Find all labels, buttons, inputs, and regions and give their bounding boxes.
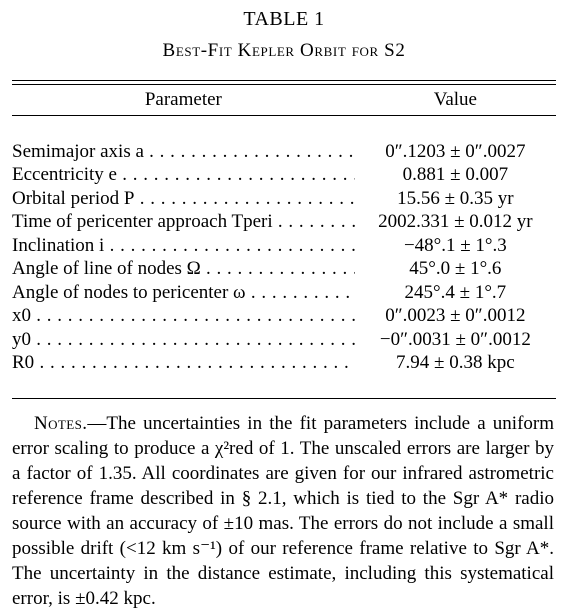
table-row bbox=[12, 140, 556, 164]
row-parameter: y0 . . . bbox=[12, 328, 355, 352]
table-row bbox=[12, 257, 556, 281]
row-parameter: Inclination i . . . bbox=[12, 234, 355, 258]
row-value: −48°.1 ± 1°.3 bbox=[403, 234, 507, 256]
table-row bbox=[12, 304, 556, 328]
row-value: 0″.0023 ± 0″.0012 bbox=[385, 305, 526, 326]
table-row bbox=[12, 187, 556, 211]
notes-text: —The uncertainties in the fit parameters include a uniform error scaling to produce a χ²red of 1. The unscaled errors are larger by a factor of 1.35. All coordinates are given for our infrared astrometric reference frame described in § 2.1, which is tied to the Sgr A* radio source with an accuracy of ±10 mas. The errors do not include a small possible drift (<12 km s⁻¹) of our reference frame relative to Sgr A*. The uncertainty in the distance estimate, including this systematical error, is ±0.42 kpc. bbox=[12, 413, 554, 609]
row-value: 7.94 ± 0.38 kpc bbox=[396, 352, 515, 373]
row-parameter: Orbital period P . . . bbox=[12, 187, 355, 211]
table-caption: Best-Fit Kepler Orbit for S2 bbox=[162, 40, 406, 61]
table-top-rule bbox=[12, 80, 556, 81]
table-row bbox=[12, 210, 556, 234]
table-bottom-rule bbox=[12, 398, 556, 399]
row-parameter: x0 . . . bbox=[12, 304, 355, 328]
table-header-row bbox=[12, 85, 556, 115]
row-parameter: Eccentricity e . . . bbox=[12, 163, 355, 187]
row-value: 45°.0 ± 1°.6 bbox=[409, 258, 502, 279]
orbit-parameters-body bbox=[12, 116, 556, 398]
header-parameter: Parameter bbox=[144, 89, 222, 110]
row-parameter: Angle of line of nodes Ω . . . bbox=[12, 257, 355, 281]
orbit-parameters-table bbox=[12, 85, 556, 115]
row-value: −0″.0031 ± 0″.0012 bbox=[379, 328, 531, 350]
row-parameter: Time of pericenter approach Tperi . . . bbox=[12, 210, 355, 234]
table-row bbox=[12, 163, 556, 187]
notes-label: Notes. bbox=[34, 413, 88, 434]
row-parameter: R0 . . . bbox=[12, 351, 355, 375]
row-parameter: Angle of nodes to pericenter ω . . . bbox=[12, 281, 355, 305]
row-value: 0″.1203 ± 0″.0027 bbox=[385, 140, 526, 162]
row-value: 0.881 ± 0.007 bbox=[402, 164, 509, 185]
table-row bbox=[12, 281, 556, 305]
row-value: 2002.331 ± 0.012 yr bbox=[378, 211, 533, 232]
row-parameter: Semimajor axis a . . . bbox=[12, 140, 355, 164]
row-value: 15.56 ± 0.35 yr bbox=[397, 187, 514, 209]
table-number: TABLE 1 bbox=[243, 8, 325, 30]
row-value: 245°.4 ± 1°.7 bbox=[404, 281, 507, 303]
table-row bbox=[12, 328, 556, 352]
table-row bbox=[12, 234, 556, 258]
table-notes bbox=[12, 411, 556, 611]
header-value: Value bbox=[433, 89, 477, 110]
table-row bbox=[12, 351, 556, 375]
